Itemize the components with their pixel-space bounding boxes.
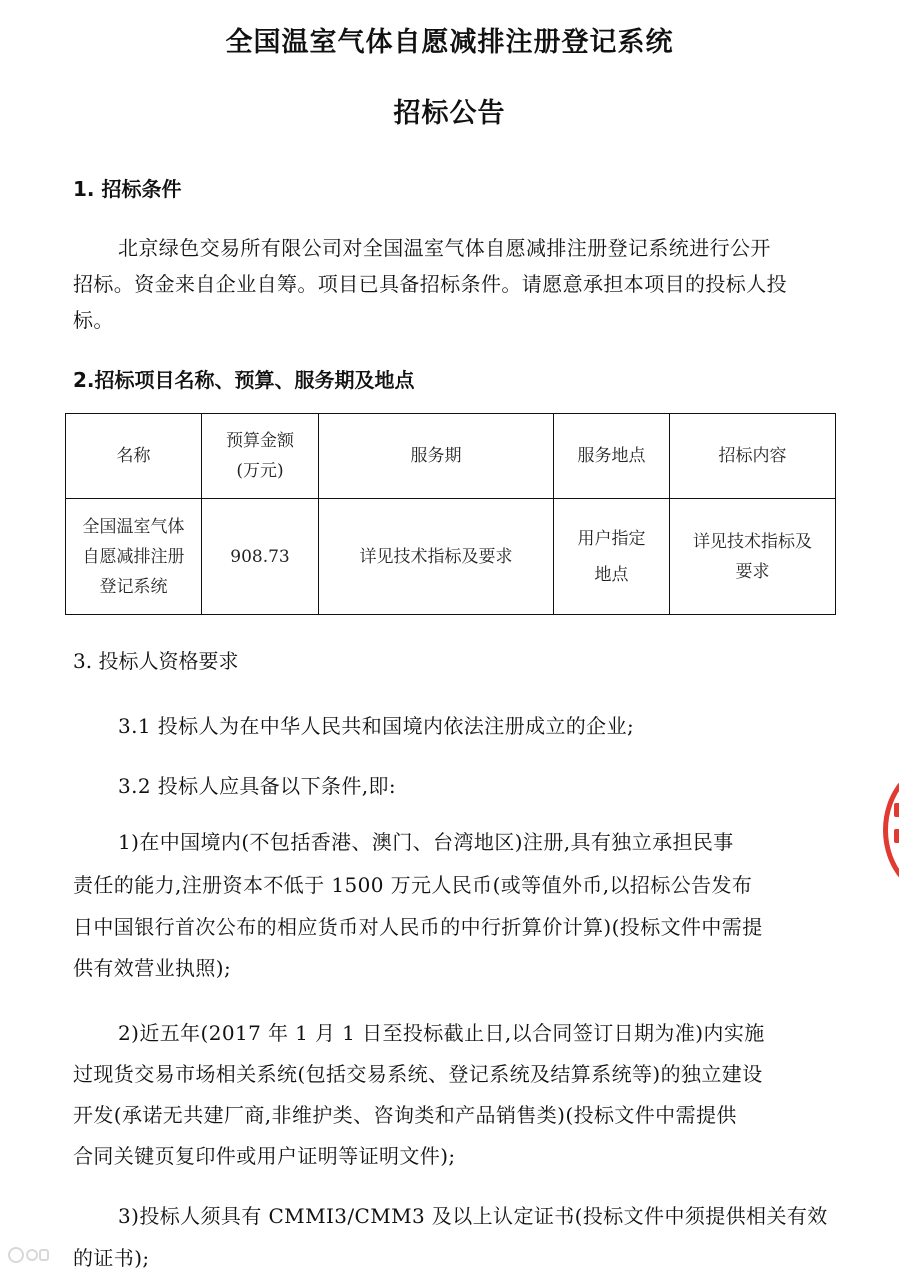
condition-line: 日中国银行首次公布的相应货币对人民币的中行折算价计算)(投标文件中需提 bbox=[73, 915, 763, 939]
red-seal-stamp bbox=[883, 760, 899, 900]
section3-heading: 3. 投标人资格要求 bbox=[73, 649, 239, 673]
stamp-mark bbox=[894, 829, 899, 843]
section2-heading: 2.招标项目名称、预算、服务期及地点 bbox=[73, 368, 415, 392]
table-header-row bbox=[66, 414, 836, 499]
stamp-mark bbox=[894, 803, 899, 817]
table-header-cell: 服务期 bbox=[319, 414, 554, 499]
table-cell: 908.73 bbox=[202, 499, 319, 615]
condition-line: 过现货交易市场相关系统(包括交易系统、登记系统及结算系统等)的独立建设 bbox=[73, 1062, 763, 1086]
condition-line: 的证书); bbox=[73, 1246, 150, 1270]
condition-line: 供有效营业执照); bbox=[73, 956, 232, 980]
condition-line: 合同关键页复印件或用户证明等证明文件); bbox=[73, 1144, 456, 1168]
page-title: 全国温室气体自愿减排注册登记系统 bbox=[225, 27, 674, 58]
paragraph-line: 标。 bbox=[73, 308, 114, 332]
requirement-3-2: 3.2 投标人应具备以下条件,即: bbox=[118, 774, 397, 798]
page-subtitle: 招标公告 bbox=[393, 98, 506, 129]
table-header-cell: 招标内容 bbox=[670, 414, 836, 499]
table-cell: 详见技术指标及 要求 bbox=[670, 499, 836, 615]
table-header-cell: 服务地点 bbox=[554, 414, 670, 499]
section1-heading: 1. 招标条件 bbox=[73, 177, 182, 201]
table-row bbox=[66, 499, 836, 615]
watermark bbox=[6, 1240, 50, 1270]
table-cell: 详见技术指标及要求 bbox=[319, 499, 554, 615]
table-cell: 全国温室气体 自愿减排注册 登记系统 bbox=[66, 499, 202, 615]
paragraph-line: 北京绿色交易所有限公司对全国温室气体自愿减排注册登记系统进行公开 bbox=[118, 236, 771, 260]
condition-line: 3)投标人须具有 CMMI3/CMM3 及以上认定证书(投标文件中须提供相关有效 bbox=[118, 1204, 828, 1228]
paragraph-line: 招标。资金来自企业自筹。项目已具备招标条件。请愿意承担本项目的投标人投 bbox=[73, 272, 787, 296]
table-header-cell: 名称 bbox=[66, 414, 202, 499]
condition-line: 2)近五年(2017 年 1 月 1 日至投标截止日,以合同签订日期为准)内实施 bbox=[118, 1021, 765, 1045]
watermark-logo-icon bbox=[6, 1243, 50, 1267]
condition-line: 1)在中国境内(不包括香港、澳门、台湾地区)注册,具有独立承担民事 bbox=[118, 830, 734, 854]
requirement-3-1: 3.1 投标人为在中华人民共和国境内依法注册成立的企业; bbox=[118, 714, 635, 738]
condition-line: 责任的能力,注册资本不低于 1500 万元人民币(或等值外币,以招标公告发布 bbox=[73, 873, 753, 897]
table-header-cell: 预算金额 (万元) bbox=[202, 414, 319, 499]
bid-table bbox=[65, 413, 836, 615]
table-cell: 用户指定 地点 bbox=[554, 499, 670, 615]
condition-line: 开发(承诺无共建厂商,非维护类、咨询类和产品销售类)(投标文件中需提供 bbox=[73, 1103, 737, 1127]
